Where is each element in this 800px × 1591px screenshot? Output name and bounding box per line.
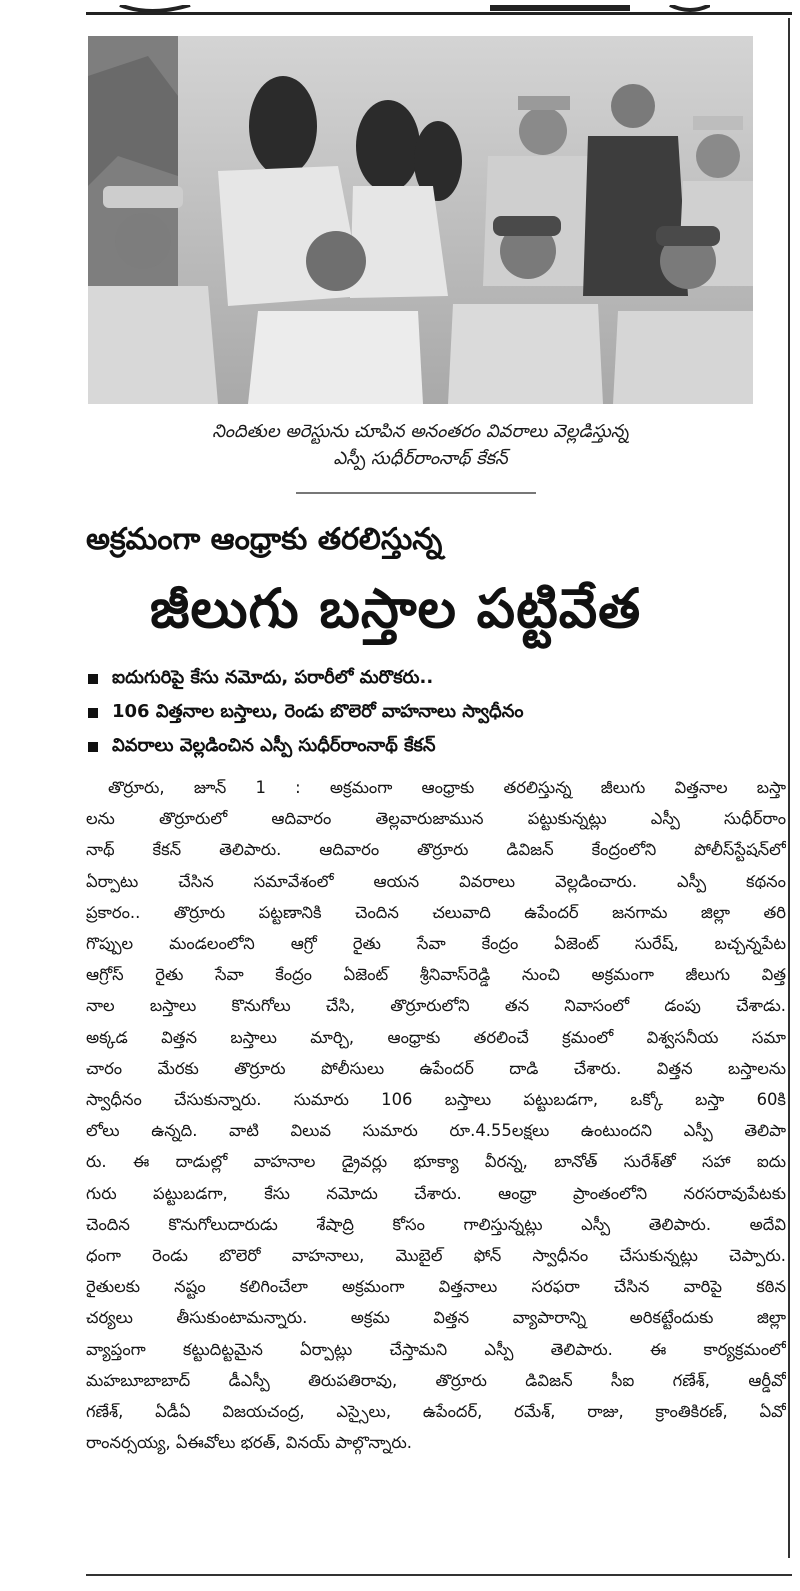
article-body bbox=[86, 772, 786, 1458]
body-line: వ్యాప్తంగా కట్టుదిట్టమైన ఏర్పాట్లు చేస్తామని ఎస్పీ తెలిపారు. ఈ కార్యక్రమంలో bbox=[86, 1339, 786, 1359]
highlight-bullets bbox=[86, 662, 786, 764]
body-line: రు. ఈ దాడుల్లో వాహనాల డ్రైవర్లు భూక్యా వీరన్న, బానోత్ సురేశ్‌తో సహా ఐదు bbox=[86, 1152, 786, 1172]
body-line: స్వాధీనం చేసుకున్నారు. సుమారు 106 బస్తాలు పట్టుబడగా, ఒక్కో బస్తా 60కి bbox=[86, 1090, 786, 1110]
bottom-rule bbox=[86, 1574, 792, 1576]
body-line: నాల బస్తాలు కొనుగోలు చేసి, తొర్రూరులోని తన నివాసంలో డంపు చేశాడు. bbox=[86, 996, 786, 1016]
kicker-headline: అక్రమంగా ఆంధ్రాకు తరలిస్తున్న bbox=[86, 522, 443, 557]
body-line: ధంగా రెండు బొలెరో వాహనాలు, మొబైల్ ఫోన్ స్వాధీనం చేసుకున్నట్లు చెప్పారు. bbox=[86, 1246, 786, 1266]
bullet-item bbox=[86, 696, 786, 730]
body-line: చెందిన కొనుగోలుదారుడు శేషాద్రి కోసం గాలిస్తున్నట్లు ఎస్పీ తెలిపారు. అదేవి bbox=[86, 1214, 786, 1234]
bullet-square-icon bbox=[88, 742, 98, 752]
body-line: చర్యలు తీసుకుంటామన్నారు. అక్రమ విత్తన వ్యాపారాన్ని అరికట్టేందుకు జిల్లా bbox=[86, 1308, 786, 1328]
bullet-square-icon bbox=[88, 674, 98, 684]
body-line: గురు పట్టుబడగా, కేసు నమోదు చేశారు. ఆంధ్రా ప్రాంతంలోని నరసరావుపేటకు bbox=[86, 1183, 786, 1203]
body-line: నాథ్ కేకన్ తెలిపారు. ఆదివారం తొర్రూరు డివిజన్ కేంద్రంలోని పోలీస్‌స్టేషన్‌లో bbox=[86, 840, 786, 860]
bullet-item bbox=[86, 730, 786, 764]
body-line: గొప్పుల మండలంలోని ఆగ్రో రైతు సేవా కేంద్రం ఏజెంట్ సురేష్, బచ్చన్నపేట bbox=[86, 934, 786, 954]
bullet-text: వివరాలు వెల్లడించిన ఎస్పీ సుధీర్‌రాంనాథ్ కేకన్ bbox=[112, 734, 436, 756]
bullet-text: 106 విత్తనాల బస్తాలు, రెండు బొలెరో వాహనాలు స్వాధీనం bbox=[112, 700, 524, 722]
body-line: అక్కడ విత్తన బస్తాలు మార్చి, ఆంధ్రాకు తరలించే క్రమంలో విశ్వసనీయ సమా bbox=[86, 1027, 786, 1047]
body-line: ఏర్పాటు చేసిన సమావేశంలో ఆయన వివరాలు వెల్లడించారు. ఎస్పీ కథనం bbox=[86, 871, 786, 891]
main-headline: జీలుగు బస్తాల పట్టివేత bbox=[150, 577, 642, 640]
bullet-text: ఐదుగురిపై కేసు నమోదు, పరారీలో మరొకరు.. bbox=[112, 666, 434, 688]
body-line: మహబూబాబాద్ డీఎస్పీ తిరుపతిరావు, తొర్రూరు డివిజన్ సీఐ గణేశ్, ఆర్డీవో bbox=[86, 1370, 786, 1390]
caption-line-2: ఎస్పీ సుధీర్‌రాంనాథ్ కేకన్ bbox=[333, 448, 508, 469]
body-line: లను తొర్రూరులో ఆదివారం తెల్లవారుజామున పట్టుకున్నట్లు ఎస్పీ సుధీర్‌రాం bbox=[86, 809, 786, 829]
masthead-fragment bbox=[110, 0, 710, 10]
top-rule bbox=[86, 12, 792, 15]
body-line: రాంనర్సయ్య, ఏఈవోలు భరత్, వినయ్ పాల్గొన్నారు. bbox=[86, 1433, 412, 1453]
body-line: రైతులకు నష్టం కలిగించేలా అక్రమంగా విత్తనాలు సరఫరా చేసిన వారిపై కఠిన bbox=[86, 1277, 786, 1297]
body-line: తొర్రూరు, జూన్ 1 : అక్రమంగా ఆంధ్రాకు తరలిస్తున్న జీలుగు విత్తనాల బస్తా bbox=[108, 778, 786, 797]
column-rule bbox=[788, 18, 790, 1558]
body-line: చారం మేరకు తొర్రూరు పోలీసులు ఉపేందర్ దాడి చేశారు. విత్తన బస్తాలను bbox=[86, 1058, 786, 1078]
body-line: ఆగ్రోస్ రైతు సేవా కేంద్రం ఏజెంట్ శ్రీనివాస్‌రెడ్డి నుంచి అక్రమంగా జీలుగు విత్త bbox=[86, 965, 786, 985]
news-photo bbox=[88, 36, 753, 404]
body-line: గణేశ్, ఏడీఏ విజయచంద్ర, ఎస్సైలు, ఉపేందర్, రమేశ్, రాజు, క్రాంతికిరణ్, ఏవో bbox=[86, 1402, 786, 1422]
photo-caption bbox=[88, 418, 753, 472]
body-line: లోలు ఉన్నది. వాటి విలువ సుమారు రూ.4.55లక్షలు ఉంటుందని ఎస్పీ తెలిపా bbox=[86, 1121, 786, 1141]
bullet-square-icon bbox=[88, 708, 98, 718]
bullet-item bbox=[86, 662, 786, 696]
body-line: ప్రకారం.. తొర్రూరు పట్టణానికి చెందిన చలువాది ఉపేందర్ జనగామ జిల్లా తరి bbox=[86, 902, 786, 922]
caption-line-1: నిందితుల అరెస్టును చూపిన అనంతరం వివరాలు వెల్లడిస్తున్న bbox=[212, 421, 629, 442]
caption-divider bbox=[296, 492, 536, 494]
